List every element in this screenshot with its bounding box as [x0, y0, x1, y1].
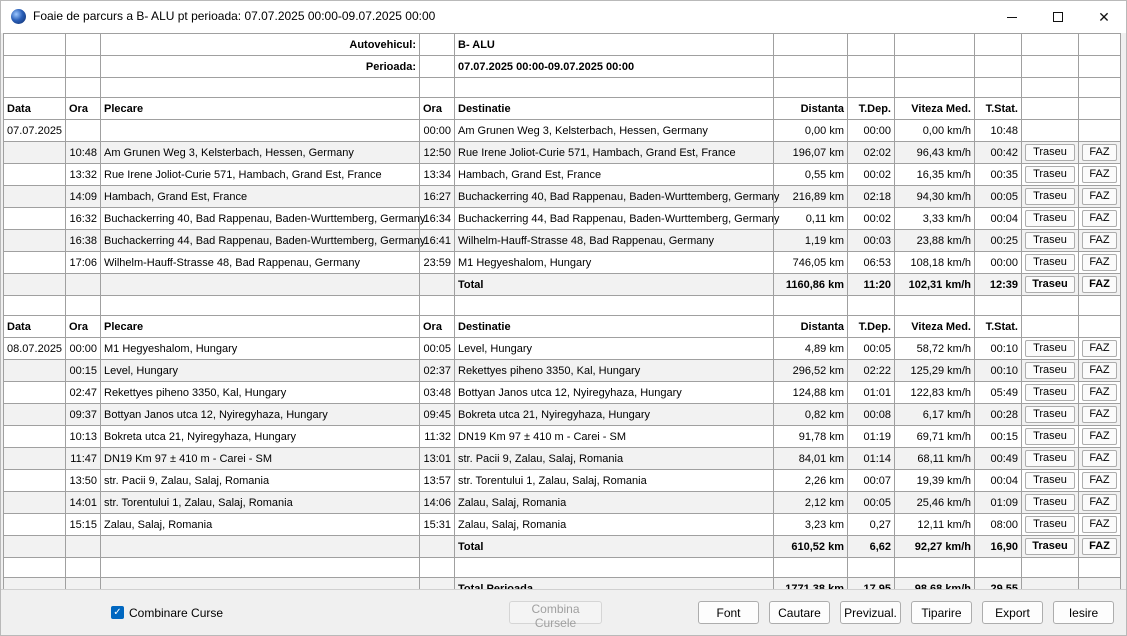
stop-time-cell: 05:49	[975, 382, 1022, 404]
drive-time-cell: 01:01	[848, 382, 895, 404]
date-cell	[4, 164, 66, 186]
departure-cell: M1 Hegyeshalom, Hungary	[101, 338, 420, 360]
traseu-button-cell	[1022, 230, 1079, 252]
faz-total-button[interactable]: FAZ	[1082, 276, 1117, 293]
drive-time-cell: 00:00	[848, 120, 895, 142]
avg-speed-cell: 69,71 km/h	[895, 426, 975, 448]
departure-cell: Zalau, Salaj, Romania	[101, 514, 420, 536]
avg-speed-cell: 96,43 km/h	[895, 142, 975, 164]
departure-time: 13:32	[66, 164, 101, 186]
distance-cell: 124,88 km	[774, 382, 848, 404]
total-label: Total	[455, 274, 774, 296]
departure-time: 00:15	[66, 360, 101, 382]
vehicle-value: B- ALU	[455, 34, 774, 56]
destination-cell: Zalau, Salaj, Romania	[455, 514, 774, 536]
col-header-tdep: T.Dep.	[848, 98, 895, 120]
traseu-button[interactable]: Traseu	[1025, 340, 1075, 357]
total-avg-speed: 102,31 km/h	[895, 274, 975, 296]
distance-cell: 196,07 km	[774, 142, 848, 164]
arrival-time: 16:41	[420, 230, 455, 252]
arrival-time: 14:06	[420, 492, 455, 514]
drive-time-cell: 02:22	[848, 360, 895, 382]
drive-time-cell: 01:14	[848, 448, 895, 470]
drive-time-cell: 02:18	[848, 186, 895, 208]
traseu-button-cell	[1022, 360, 1079, 382]
bottom-toolbar	[1, 589, 1126, 635]
traseu-total-button-cell	[1022, 274, 1079, 296]
traseu-button[interactable]: Traseu	[1025, 210, 1075, 227]
traseu-total-button[interactable]: Traseu	[1025, 538, 1075, 555]
faz-button[interactable]: FAZ	[1082, 188, 1117, 205]
total-stop-time: 16,90	[975, 536, 1022, 558]
trip-row	[4, 448, 1121, 470]
drive-time-cell: 00:08	[848, 404, 895, 426]
arrival-time: 00:05	[420, 338, 455, 360]
stop-time-cell: 00:15	[975, 426, 1022, 448]
destination-cell: Bottyan Janos utca 12, Nyiregyhaza, Hungary	[455, 382, 774, 404]
faz-button-cell	[1079, 426, 1121, 448]
stop-time-cell: 01:09	[975, 492, 1022, 514]
arrival-time: 03:48	[420, 382, 455, 404]
date-cell	[4, 448, 66, 470]
date-cell	[4, 360, 66, 382]
day-total-row	[4, 274, 1121, 296]
date-cell: 07.07.2025	[4, 120, 66, 142]
traseu-button[interactable]: Traseu	[1025, 166, 1075, 183]
spacer-row	[4, 78, 1121, 98]
font-button[interactable]: Font	[698, 601, 759, 624]
drive-time-cell: 0,27	[848, 514, 895, 536]
maximize-button[interactable]	[1035, 1, 1081, 33]
avg-speed-cell: 68,11 km/h	[895, 448, 975, 470]
departure-time: 16:32	[66, 208, 101, 230]
destination-cell: Buchackerring 40, Bad Rappenau, Baden-Wurttemberg, Germany	[455, 186, 774, 208]
destination-cell: str. Torentului 1, Zalau, Salaj, Romania	[455, 470, 774, 492]
arrival-time: 09:45	[420, 404, 455, 426]
total-avg-speed: 92,27 km/h	[895, 536, 975, 558]
col-header-tstat: T.Stat.	[975, 316, 1022, 338]
faz-button[interactable]: FAZ	[1082, 254, 1117, 271]
faz-button-cell	[1079, 164, 1121, 186]
traseu-button-cell	[1022, 470, 1079, 492]
trip-row	[4, 142, 1121, 164]
date-cell	[4, 208, 66, 230]
stop-time-cell: 00:05	[975, 186, 1022, 208]
distance-cell: 0,82 km	[774, 404, 848, 426]
trip-row	[4, 404, 1121, 426]
avg-speed-cell: 0,00 km/h	[895, 120, 975, 142]
traseu-button[interactable]: Traseu	[1025, 428, 1075, 445]
day-total-row	[4, 536, 1121, 558]
destination-cell: Rekettyes piheno 3350, Kal, Hungary	[455, 360, 774, 382]
departure-time: 17:06	[66, 252, 101, 274]
trip-row	[4, 252, 1121, 274]
faz-total-button-cell	[1079, 536, 1121, 558]
faz-button[interactable]: FAZ	[1082, 428, 1117, 445]
avg-speed-cell: 12,11 km/h	[895, 514, 975, 536]
avg-speed-cell: 125,29 km/h	[895, 360, 975, 382]
avg-speed-cell: 94,30 km/h	[895, 186, 975, 208]
distance-cell: 4,89 km	[774, 338, 848, 360]
faz-button-cell	[1079, 208, 1121, 230]
distance-cell: 0,55 km	[774, 164, 848, 186]
drive-time-cell: 02:02	[848, 142, 895, 164]
close-icon: ✕	[1098, 8, 1110, 25]
checkmark-icon: ✓	[113, 607, 122, 618]
stop-time-cell: 00:10	[975, 360, 1022, 382]
traseu-button[interactable]: Traseu	[1025, 450, 1075, 467]
departure-time: 14:01	[66, 492, 101, 514]
faz-button-cell	[1079, 252, 1121, 274]
day-start-row	[4, 120, 1121, 142]
traseu-button-cell	[1022, 186, 1079, 208]
combina-cursele-button[interactable]: Combina Cursele	[509, 601, 602, 624]
trip-row	[4, 382, 1121, 404]
drive-time-cell: 06:53	[848, 252, 895, 274]
traseu-button-cell	[1022, 404, 1079, 426]
stop-time-cell: 10:48	[975, 120, 1022, 142]
col-header-viteza: Viteza Med.	[895, 316, 975, 338]
trip-row	[4, 164, 1121, 186]
faz-button-cell	[1079, 230, 1121, 252]
faz-button[interactable]: FAZ	[1082, 144, 1117, 161]
faz-button-cell	[1079, 338, 1121, 360]
faz-button-cell	[1079, 404, 1121, 426]
traseu-button-cell	[1022, 514, 1079, 536]
iesire-button[interactable]: Iesire	[1053, 601, 1114, 624]
traseu-button[interactable]: Traseu	[1025, 254, 1075, 271]
distance-cell: 3,23 km	[774, 514, 848, 536]
total-label: Total	[455, 536, 774, 558]
arrival-time: 13:34	[420, 164, 455, 186]
trip-row	[4, 186, 1121, 208]
destination-cell: Am Grunen Weg 3, Kelsterbach, Hessen, Germany	[455, 120, 774, 142]
avg-speed-cell: 108,18 km/h	[895, 252, 975, 274]
total-drive-time: 6,62	[848, 536, 895, 558]
drive-time-cell: 00:05	[848, 492, 895, 514]
date-cell	[4, 230, 66, 252]
destination-cell: Rue Irene Joliot-Curie 571, Hambach, Grand Est, France	[455, 142, 774, 164]
faz-total-button-cell	[1079, 274, 1121, 296]
vehicle-row	[4, 34, 1121, 56]
date-cell	[4, 142, 66, 164]
col-header-plecare: Plecare	[101, 316, 420, 338]
departure-time: 02:47	[66, 382, 101, 404]
traseu-button-cell	[1022, 448, 1079, 470]
destination-cell: M1 Hegyeshalom, Hungary	[455, 252, 774, 274]
distance-cell: 84,01 km	[774, 448, 848, 470]
export-button[interactable]: Export	[982, 601, 1043, 624]
arrival-time: 15:31	[420, 514, 455, 536]
faz-button[interactable]: FAZ	[1082, 210, 1117, 227]
arrival-time: 16:34	[420, 208, 455, 230]
arrival-time: 13:01	[420, 448, 455, 470]
departure-time: 16:38	[66, 230, 101, 252]
distance-cell: 216,89 km	[774, 186, 848, 208]
avg-speed-cell: 23,88 km/h	[895, 230, 975, 252]
stop-time-cell: 08:00	[975, 514, 1022, 536]
avg-speed-cell: 6,17 km/h	[895, 404, 975, 426]
destination-cell: DN19 Km 97 ± 410 m - Carei - SM	[455, 426, 774, 448]
window-title: Foaie de parcurs a B- ALU pt perioada: 07.07.2025 00:00-09.07.2025 00:00	[33, 9, 436, 23]
distance-cell: 91,78 km	[774, 426, 848, 448]
faz-button[interactable]: FAZ	[1082, 450, 1117, 467]
minimize-icon	[1007, 17, 1017, 18]
period-value: 07.07.2025 00:00-09.07.2025 00:00	[455, 56, 774, 78]
trip-row	[4, 426, 1121, 448]
date-cell	[4, 426, 66, 448]
traseu-button[interactable]: Traseu	[1025, 406, 1075, 423]
period-label: Perioada:	[101, 56, 420, 78]
faz-button-cell	[1079, 142, 1121, 164]
app-globe-icon	[11, 9, 26, 24]
traseu-button[interactable]: Traseu	[1025, 472, 1075, 489]
avg-speed-cell: 58,72 km/h	[895, 338, 975, 360]
drive-time-cell: 00:02	[848, 164, 895, 186]
departure-cell: Bottyan Janos utca 12, Nyiregyhaza, Hungary	[101, 404, 420, 426]
total-drive-time: 11:20	[848, 274, 895, 296]
arrival-time: 23:59	[420, 252, 455, 274]
traseu-button[interactable]: Traseu	[1025, 384, 1075, 401]
traseu-button-cell	[1022, 142, 1079, 164]
distance-cell: 1,19 km	[774, 230, 848, 252]
col-header-ora: Ora	[66, 316, 101, 338]
faz-button[interactable]: FAZ	[1082, 232, 1117, 249]
date-cell	[4, 514, 66, 536]
col-header-ora-sosire: Ora	[420, 316, 455, 338]
distance-cell: 746,05 km	[774, 252, 848, 274]
destination-cell: Bokreta utca 21, Nyiregyhaza, Hungary	[455, 404, 774, 426]
trip-row	[4, 492, 1121, 514]
departure-time: 10:13	[66, 426, 101, 448]
trip-row	[4, 338, 1121, 360]
destination-cell: Zalau, Salaj, Romania	[455, 492, 774, 514]
traseu-button-cell	[1022, 252, 1079, 274]
stop-time-cell: 00:49	[975, 448, 1022, 470]
stop-time-cell: 00:10	[975, 338, 1022, 360]
traseu-button[interactable]: Traseu	[1025, 144, 1075, 161]
faz-button-cell	[1079, 186, 1121, 208]
traseu-button[interactable]: Traseu	[1025, 516, 1075, 533]
traseu-button[interactable]: Traseu	[1025, 494, 1075, 511]
departure-cell: Rekettyes piheno 3350, Kal, Hungary	[101, 382, 420, 404]
drive-time-cell: 00:03	[848, 230, 895, 252]
maximize-icon	[1053, 12, 1063, 22]
faz-button[interactable]: FAZ	[1082, 362, 1117, 379]
date-cell: 08.07.2025	[4, 338, 66, 360]
date-cell	[4, 382, 66, 404]
arrival-time: 02:37	[420, 360, 455, 382]
arrival-time: 12:50	[420, 142, 455, 164]
combinare-curse-label[interactable]: Combinare Curse	[129, 606, 224, 620]
date-cell	[4, 186, 66, 208]
date-cell	[4, 404, 66, 426]
stop-time-cell: 00:04	[975, 470, 1022, 492]
tiparire-button[interactable]: Tiparire	[911, 601, 972, 624]
separator-row	[4, 558, 1121, 578]
distance-cell: 2,26 km	[774, 470, 848, 492]
traseu-button[interactable]: Traseu	[1025, 188, 1075, 205]
minimize-button[interactable]	[989, 1, 1035, 33]
departure-cell: Hambach, Grand Est, France	[101, 186, 420, 208]
col-header-ora: Ora	[66, 98, 101, 120]
departure-cell: Level, Hungary	[101, 360, 420, 382]
drive-time-cell: 01:19	[848, 426, 895, 448]
col-header-destinatie: Destinatie	[455, 98, 774, 120]
period-row	[4, 56, 1121, 78]
faz-button[interactable]: FAZ	[1082, 516, 1117, 533]
col-header-distanta: Distanta	[774, 98, 848, 120]
col-header-tdep: T.Dep.	[848, 316, 895, 338]
traseu-button-cell	[1022, 164, 1079, 186]
stop-time-cell: 00:04	[975, 208, 1022, 230]
trip-table	[3, 33, 1121, 600]
avg-speed-cell: 3,33 km/h	[895, 208, 975, 230]
close-button[interactable]	[1081, 1, 1127, 33]
drive-time-cell: 00:07	[848, 470, 895, 492]
faz-button[interactable]: FAZ	[1082, 494, 1117, 511]
drive-time-cell: 00:05	[848, 338, 895, 360]
faz-button-cell	[1079, 514, 1121, 536]
departure-cell: Buchackerring 44, Bad Rappenau, Baden-Wurttemberg, Germany	[101, 230, 420, 252]
arrival-time: 11:32	[420, 426, 455, 448]
arrival-time: 13:57	[420, 470, 455, 492]
traseu-button-cell	[1022, 208, 1079, 230]
combinare-curse-checkbox[interactable]	[111, 606, 124, 619]
departure-time: 00:00	[66, 338, 101, 360]
departure-time: 10:48	[66, 142, 101, 164]
col-header-plecare: Plecare	[101, 98, 420, 120]
destination-cell: Buchackerring 44, Bad Rappenau, Baden-Wurttemberg, Germany	[455, 208, 774, 230]
departure-cell: Am Grunen Weg 3, Kelsterbach, Hessen, Germany	[101, 142, 420, 164]
avg-speed-cell: 25,46 km/h	[895, 492, 975, 514]
trip-sheet-grid[interactable]	[3, 33, 1121, 588]
title-bar[interactable]	[1, 1, 1126, 33]
destination-cell: str. Pacii 9, Zalau, Salaj, Romania	[455, 448, 774, 470]
traseu-button-cell	[1022, 426, 1079, 448]
previzual-button[interactable]: Previzual.	[840, 601, 901, 624]
avg-speed-cell: 122,83 km/h	[895, 382, 975, 404]
traseu-total-button[interactable]: Traseu	[1025, 276, 1075, 293]
departure-time: 14:09	[66, 186, 101, 208]
column-header-row	[4, 316, 1121, 338]
departure-time: 09:37	[66, 404, 101, 426]
departure-cell: Rue Irene Joliot-Curie 571, Hambach, Grand Est, France	[101, 164, 420, 186]
traseu-button-cell	[1022, 338, 1079, 360]
traseu-button-cell	[1022, 382, 1079, 404]
faz-button-cell	[1079, 382, 1121, 404]
departure-cell: Bokreta utca 21, Nyiregyhaza, Hungary	[101, 426, 420, 448]
faz-button-cell	[1079, 448, 1121, 470]
trip-row	[4, 208, 1121, 230]
col-header-destinatie: Destinatie	[455, 316, 774, 338]
traseu-button[interactable]: Traseu	[1025, 232, 1075, 249]
distance-cell: 296,52 km	[774, 360, 848, 382]
avg-speed-cell: 19,39 km/h	[895, 470, 975, 492]
col-header-ora-sosire: Ora	[420, 98, 455, 120]
departure-cell: Buchackerring 40, Bad Rappenau, Baden-Wurttemberg, Germany	[101, 208, 420, 230]
faz-button[interactable]: FAZ	[1082, 406, 1117, 423]
cautare-button[interactable]: Cautare	[769, 601, 830, 624]
col-header-viteza: Viteza Med.	[895, 98, 975, 120]
distance-cell: 0,11 km	[774, 208, 848, 230]
departure-cell: str. Pacii 9, Zalau, Salaj, Romania	[101, 470, 420, 492]
date-cell	[4, 492, 66, 514]
distance-cell: 0,00 km	[774, 120, 848, 142]
trip-row	[4, 470, 1121, 492]
separator-row	[4, 296, 1121, 316]
departure-time: 13:50	[66, 470, 101, 492]
trip-table-body	[4, 34, 1121, 600]
departure-cell: str. Torentului 1, Zalau, Salaj, Romania	[101, 492, 420, 514]
col-header-data: Data	[4, 316, 66, 338]
stop-time-cell: 00:00	[975, 252, 1022, 274]
col-header-data: Data	[4, 98, 66, 120]
arrival-time: 00:00	[420, 120, 455, 142]
departure-cell: DN19 Km 97 ± 410 m - Carei - SM	[101, 448, 420, 470]
faz-button[interactable]: FAZ	[1082, 472, 1117, 489]
faz-button-cell	[1079, 470, 1121, 492]
destination-cell: Level, Hungary	[455, 338, 774, 360]
total-distance: 1160,86 km	[774, 274, 848, 296]
vehicle-label: Autovehicul:	[101, 34, 420, 56]
destination-cell: Wilhelm-Hauff-Strasse 48, Bad Rappenau, Germany	[455, 230, 774, 252]
departure-time: 11:47	[66, 448, 101, 470]
faz-button-cell	[1079, 360, 1121, 382]
destination-cell: Hambach, Grand Est, France	[455, 164, 774, 186]
departure-cell: Wilhelm-Hauff-Strasse 48, Bad Rappenau, Germany	[101, 252, 420, 274]
stop-time-cell: 00:42	[975, 142, 1022, 164]
total-distance: 610,52 km	[774, 536, 848, 558]
total-stop-time: 12:39	[975, 274, 1022, 296]
traseu-total-button-cell	[1022, 536, 1079, 558]
date-cell	[4, 252, 66, 274]
distance-cell: 2,12 km	[774, 492, 848, 514]
traseu-button[interactable]: Traseu	[1025, 362, 1075, 379]
avg-speed-cell: 16,35 km/h	[895, 164, 975, 186]
traseu-button-cell	[1022, 492, 1079, 514]
faz-button-cell	[1079, 492, 1121, 514]
column-header-row	[4, 98, 1121, 120]
col-header-tstat: T.Stat.	[975, 98, 1022, 120]
faz-button[interactable]: FAZ	[1082, 384, 1117, 401]
drive-time-cell: 00:02	[848, 208, 895, 230]
faz-total-button[interactable]: FAZ	[1082, 538, 1117, 555]
stop-time-cell: 00:35	[975, 164, 1022, 186]
stop-time-cell: 00:28	[975, 404, 1022, 426]
trip-row	[4, 514, 1121, 536]
col-header-distanta: Distanta	[774, 316, 848, 338]
trip-row	[4, 360, 1121, 382]
departure-time: 15:15	[66, 514, 101, 536]
trip-row	[4, 230, 1121, 252]
faz-button[interactable]: FAZ	[1082, 340, 1117, 357]
stop-time-cell: 00:25	[975, 230, 1022, 252]
date-cell	[4, 470, 66, 492]
arrival-time: 16:27	[420, 186, 455, 208]
faz-button[interactable]: FAZ	[1082, 166, 1117, 183]
